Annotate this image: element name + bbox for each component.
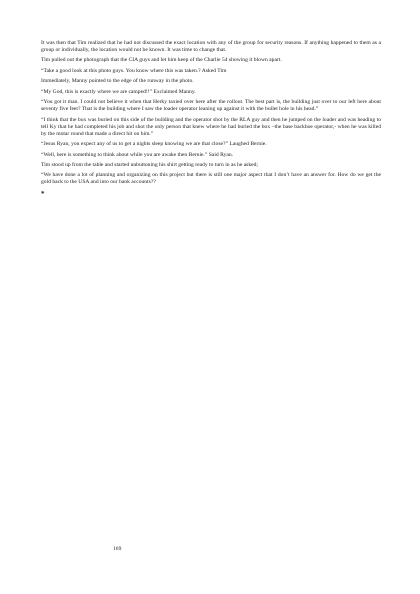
- paragraph: Tim pulled out the photograph that the CIA guys and let him keep of the Charlie 54 showing it blown apart.: [41, 57, 282, 64]
- paragraph: It was then that Tim realized that he had not discussed the exact location with any of the group for security reasons. If anything happened to them as a group or individually, the location would not be known. It was time to change that.: [41, 40, 381, 54]
- paragraph: “I think that the box was buried on this side of the building and the operator shot by the RLA guy and then he jumped on the loader and was heading to tell Ky that he had completed his job and shot the only person that knew where he had buried the box –the base backhoe operator,- when he was killed by the motar round that made a direct hit on him.”: [41, 116, 381, 137]
- paragraph: “You got it man. I could not believe it when that Herky taxied over here after the rollout. The best part is, the building just over to our left here about seventy five feet? That is the building where I saw the loader operator leaning up against it with the bullet hole in his head.”: [41, 99, 381, 113]
- body-text: [41, 40, 381, 198]
- paragraph: “Well, here is something to think about while you are awake then Bernie.” Said Ryan.: [41, 151, 234, 158]
- page-number: 169: [113, 546, 122, 552]
- paragraph: “My God, this is exactly where we are camped!!” Exclaimed Manny.: [41, 88, 196, 95]
- paragraph: “Take a good look at this photo guys. You know where this was taken.? Asked Tim: [41, 67, 227, 74]
- paragraph: Immediately, Manny pointed to the edge of the runway in the photo.: [41, 78, 194, 85]
- paragraph: “Jesus Ryan, you expect any of us to get a nights sleep knowing we are that close?” Laughed Bernie.: [41, 141, 267, 148]
- paragraph: Tim stood up from the table and started unbuttoning his shirt getting ready to turn in as he asked;: [41, 161, 258, 168]
- section-end-mark: *: [41, 189, 45, 198]
- paragraph: “We have done a lot of planning and organizing on this project but there is still one major aspect that I don’t have an answer for. How do we get the gold back to the USA and into our bank accounts??: [41, 172, 381, 186]
